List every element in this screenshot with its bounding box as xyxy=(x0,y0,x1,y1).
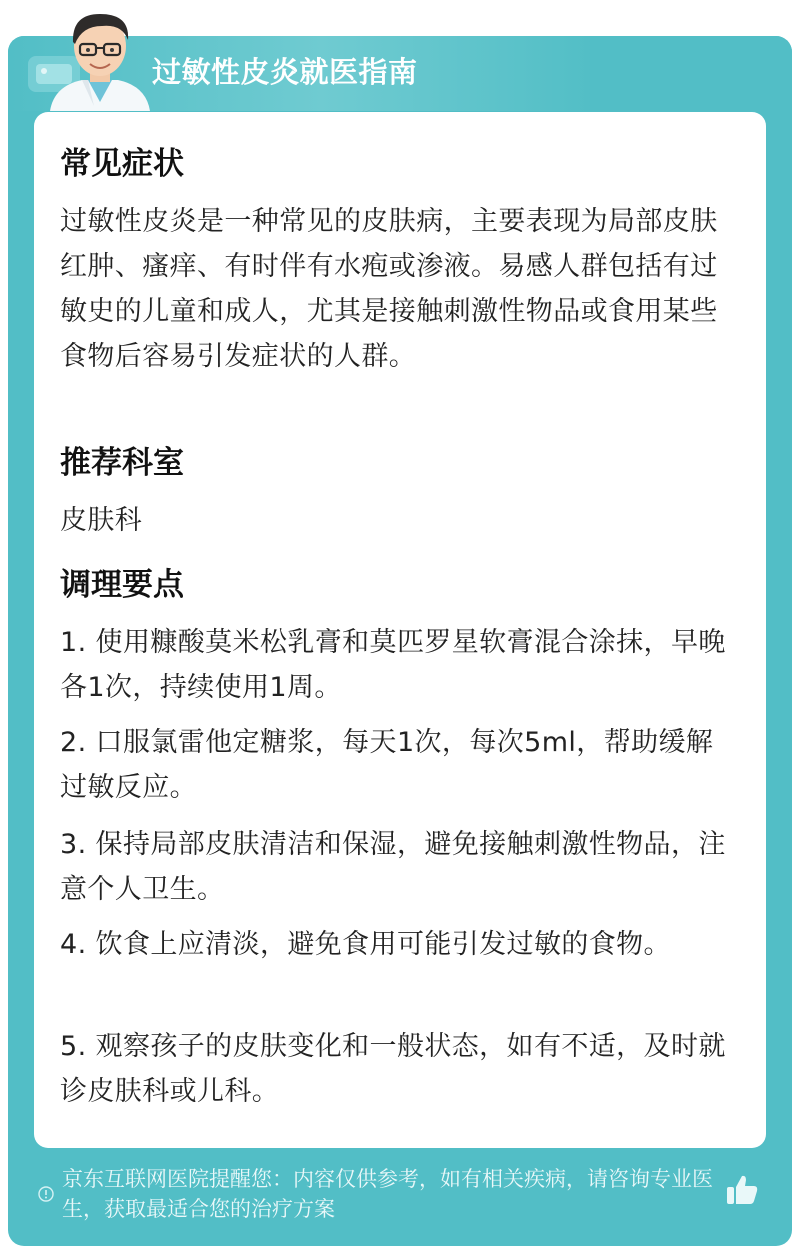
info-icon xyxy=(38,1186,54,1202)
section-heading-symptoms: 常见症状 xyxy=(60,146,184,182)
care-item: 2. 口服氯雷他定糖浆，每天1次，每次5ml，帮助缓解过敏反应。 xyxy=(60,727,714,803)
care-item: 3. 保持局部皮肤清洁和保湿，避免接触刺激性物品，注意个人卫生。 xyxy=(60,829,726,905)
section-body-symptoms: 过敏性皮炎是一种常见的皮肤病，主要表现为局部皮肤红肿、瘙痒、有时伴有水疱或渗液。易感人群包括有过敏史的儿童和成人，尤其是接触刺激性物品或食用某些食物后容易引发症状的人群。 xyxy=(60,206,718,372)
section-heading-care: 调理要点 xyxy=(60,567,184,603)
care-item: 5. 观察孩子的皮肤变化和一般状态，如有不适，及时就诊皮肤科或儿科。 xyxy=(60,1031,726,1107)
thumbs-up-icon[interactable] xyxy=(724,1172,760,1208)
page-title: 过敏性皮炎就医指南 xyxy=(152,55,418,89)
footer-disclaimer: 京东互联网医院提醒您：内容仅供参考，如有相关疾病，请咨询专业医生，获取最适合您的治疗方案 xyxy=(62,1167,713,1221)
care-item: 4. 饮食上应清淡，避免食用可能引发过敏的食物。 xyxy=(60,929,671,960)
care-item: 1. 使用糠酸莫米松乳膏和莫匹罗星软膏混合涂抹，早晚各1次，持续使用1周。 xyxy=(60,627,726,703)
avatar-doctor xyxy=(42,6,158,111)
section-heading-department: 推荐科室 xyxy=(60,445,184,481)
section-body-department: 皮肤科 xyxy=(60,505,143,536)
